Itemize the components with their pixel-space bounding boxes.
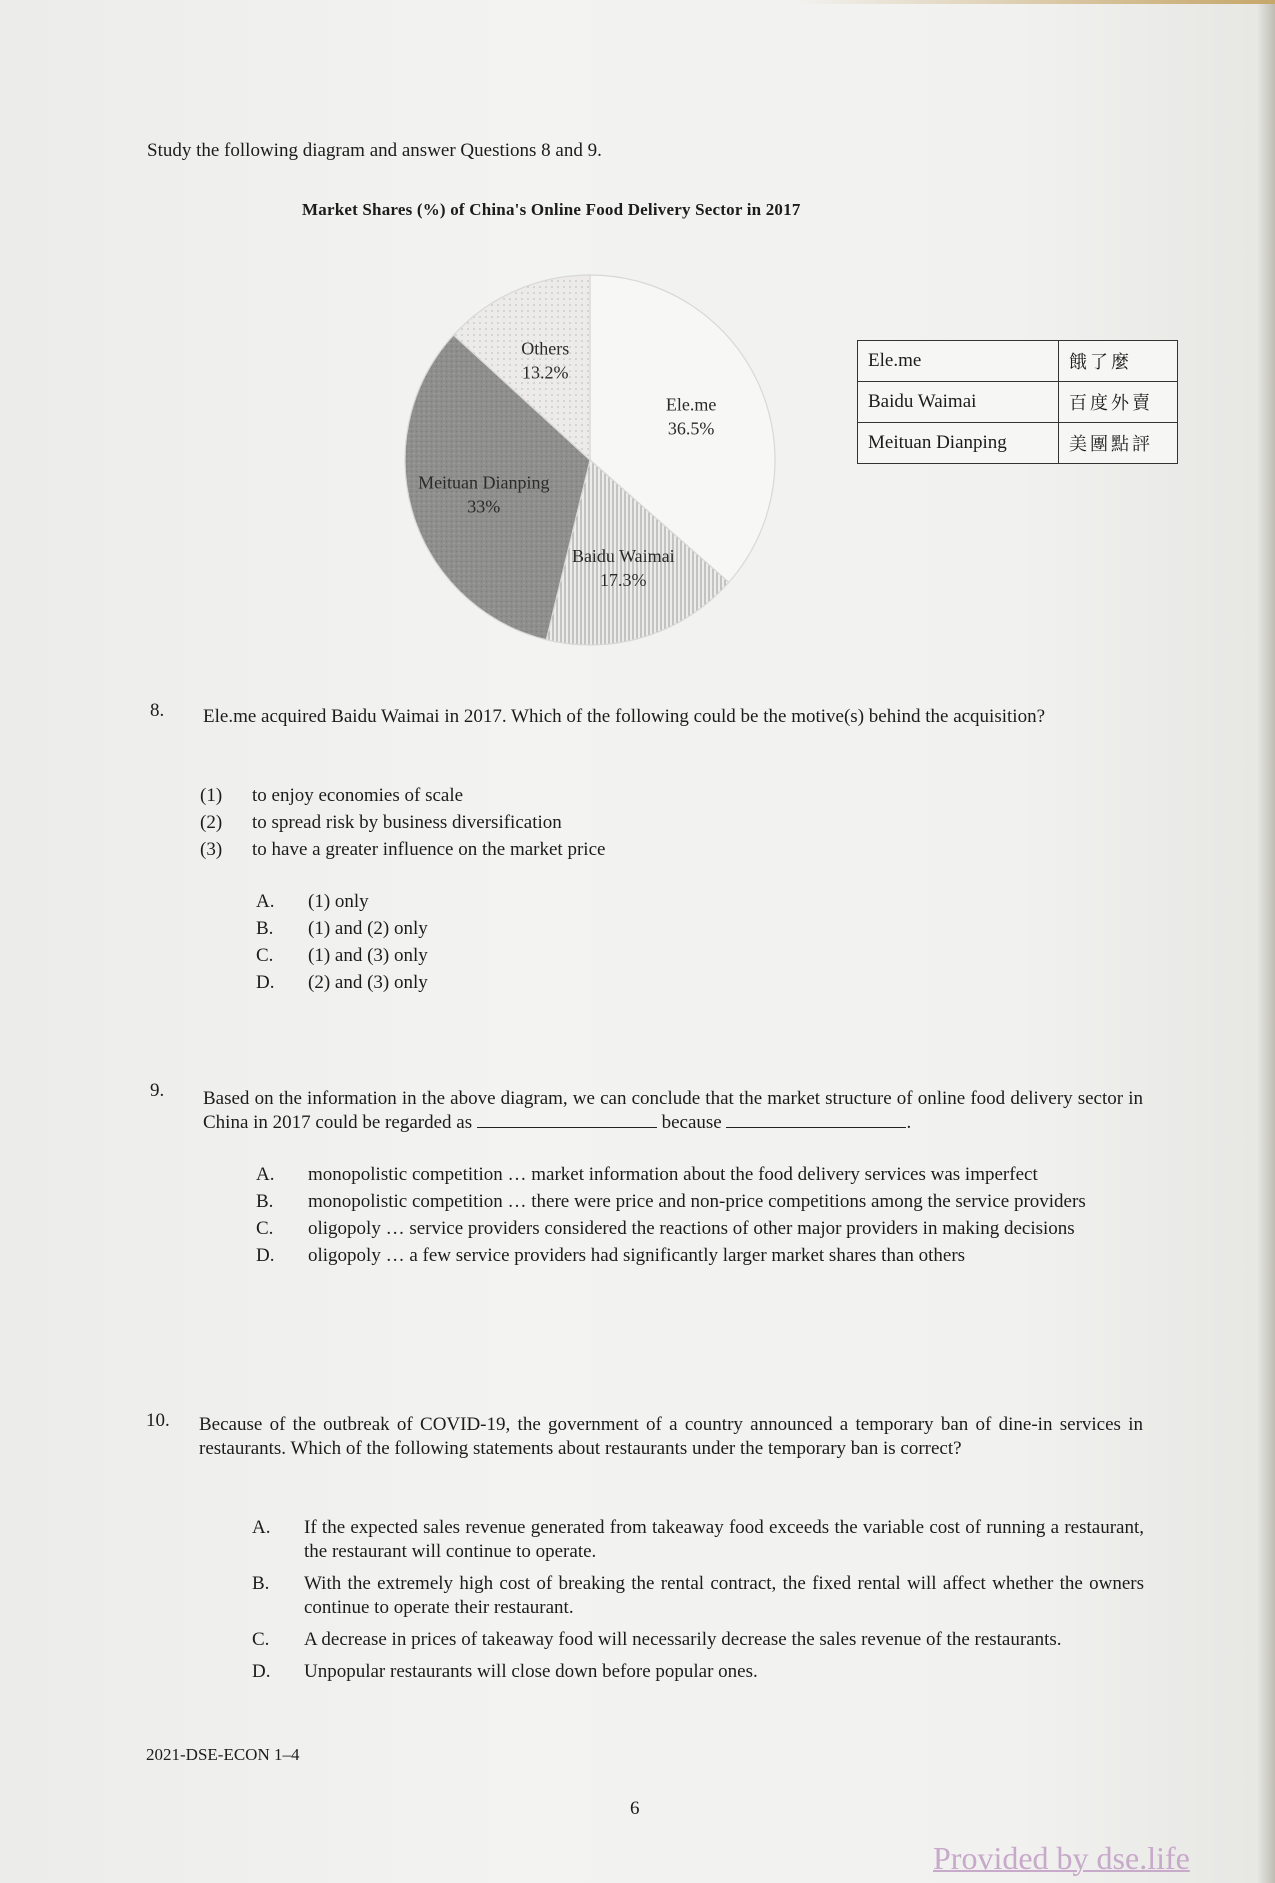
pie-slice-value: 13.2%	[522, 362, 569, 383]
answer-option-c[interactable]: C. (1) and (3) only	[256, 945, 428, 966]
page-number: 6	[630, 1798, 640, 1819]
question-8-text: Ele.me acquired Baidu Waimai in 2017. Which of the following could be the motive(s) behind the acquisition?	[203, 706, 1046, 727]
paper-code: 2021-DSE-ECON 1–4	[146, 1745, 300, 1764]
question-8-options	[256, 888, 428, 996]
pie-slice-label: Others	[521, 338, 570, 359]
page-top-edge	[795, 0, 1275, 4]
question-10-text: Because of the outbreak of COVID-19, the government of a country announced a temporary ban of dine-in services in restaurants. Which of the following statements about restaurants under the temporary ban is correct?	[199, 1414, 1143, 1459]
question-10-number: 10.	[146, 1410, 170, 1431]
table-cell-english: Meituan Dianping	[858, 423, 1059, 464]
answer-option-a[interactable]: A. (1) only	[256, 891, 369, 912]
answer-blank	[726, 1113, 906, 1128]
pie-chart	[400, 255, 780, 675]
statement-item: (1) to enjoy economies of scale	[200, 785, 464, 806]
answer-option-b[interactable]: B. monopolistic competition … there were price and non-price competitions among the service providers	[256, 1191, 1086, 1212]
pie-slice-value: 33%	[467, 496, 501, 517]
statement-item: (2) to spread risk by business diversification	[200, 812, 562, 833]
answer-option-a[interactable]: A. If the expected sales revenue generated from takeaway food exceeds the variable cost of running a restaurant, the restaurant will continue to operate.	[252, 1517, 1144, 1562]
intro-text: Study the following diagram and answer Questions 8 and 9.	[147, 140, 602, 161]
pie-slice-label: Baidu Waimai	[571, 545, 675, 566]
answer-option-b[interactable]: B. (1) and (2) only	[256, 918, 428, 939]
answer-option-c[interactable]: C. A decrease in prices of takeaway food will necessarily decrease the sales revenue of the restaurants.	[252, 1629, 1062, 1650]
table-row	[858, 341, 1178, 382]
answer-blank	[477, 1113, 657, 1128]
table-row	[858, 382, 1178, 423]
watermark-link[interactable]: Provided by dse.life	[933, 1840, 1190, 1876]
pie-slice-label: Meituan Dianping	[418, 472, 550, 493]
table-cell-chinese: 餓了麼	[1059, 341, 1178, 382]
pie-slice-label: Ele.me	[665, 394, 717, 415]
table-cell-english: Baidu Waimai	[858, 382, 1059, 423]
statement-item: (3) to have a greater influence on the market price	[200, 839, 606, 860]
table-cell-chinese: 美團點評	[1059, 423, 1178, 464]
answer-option-d[interactable]: D. oligopoly … a few service providers had significantly larger market shares than others	[256, 1245, 966, 1266]
question-10-options	[252, 1516, 1144, 1684]
question-8-statements	[200, 782, 605, 863]
pie-slice-value: 36.5%	[667, 418, 715, 439]
name-translation-table	[857, 340, 1178, 464]
question-9-options	[256, 1163, 1144, 1268]
answer-option-b[interactable]: B. With the extremely high cost of breaking the rental contract, the fixed rental will affect whether the owners continue to operate their restaurant.	[252, 1573, 1144, 1618]
table-cell-chinese: 百度外賣	[1059, 382, 1178, 423]
table-row	[858, 423, 1178, 464]
page-edge-shadow	[1257, 0, 1275, 1883]
answer-option-c[interactable]: C. oligopoly … service providers considered the reactions of other major providers in making decisions	[256, 1218, 1075, 1239]
chart-title: Market Shares (%) of China's Online Food Delivery Sector in 2017	[302, 200, 801, 219]
question-9-text: Based on the information in the above diagram, we can conclude that the market structure of online food delivery sector in China in 2017 could be regarded as because .	[203, 1088, 1143, 1133]
answer-option-d[interactable]: D. (2) and (3) only	[256, 972, 428, 993]
question-8-number: 8.	[150, 700, 165, 721]
pie-slice-value: 17.3%	[600, 569, 647, 590]
answer-option-a[interactable]: A. monopolistic competition … market information about the food delivery services was imperfect	[256, 1164, 1038, 1185]
question-9-number: 9.	[150, 1080, 165, 1101]
answer-option-d[interactable]: D. Unpopular restaurants will close down before popular ones.	[252, 1661, 758, 1682]
table-cell-english: Ele.me	[858, 341, 1059, 382]
